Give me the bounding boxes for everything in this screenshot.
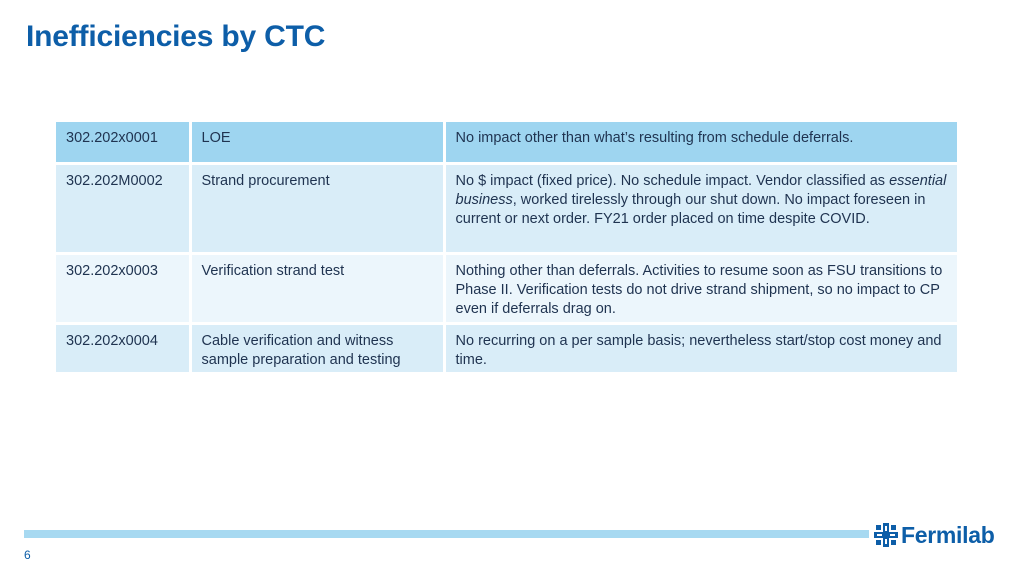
impact-cell: Nothing other than deferrals. Activities to resume soon as FSU transitions to Phase II. Verification tests do not drive strand shipment, so no impact to CP even if deferrals drag on. bbox=[444, 254, 957, 324]
table-row bbox=[56, 164, 957, 254]
table-row bbox=[56, 122, 957, 164]
table-row bbox=[56, 324, 957, 374]
slide-title: Inefficiencies by CTC bbox=[26, 20, 326, 53]
fermilab-logo bbox=[874, 521, 994, 549]
ctc-code-cell: 302.202x0001 bbox=[56, 122, 190, 164]
ctc-inefficiency-table bbox=[56, 122, 957, 375]
impact-emphasis: essential business bbox=[455, 173, 947, 208]
fermilab-logo-icon bbox=[874, 523, 898, 547]
table-row bbox=[56, 254, 957, 324]
ctc-name-cell: Verification strand test bbox=[190, 254, 444, 324]
impact-cell: No impact other than what’s resulting from schedule deferrals. bbox=[444, 122, 957, 164]
impact-text: No $ impact (fixed price). No schedule impact. Vendor classified as bbox=[455, 173, 890, 189]
page-number: 6 bbox=[24, 548, 31, 562]
ctc-name-cell: Strand procurement bbox=[190, 164, 444, 254]
fermilab-logo-text: Fermilab bbox=[901, 521, 995, 548]
ctc-code-cell: 302.202x0004 bbox=[56, 324, 190, 374]
ctc-code-cell: 302.202M0002 bbox=[56, 164, 190, 254]
ctc-code-cell: 302.202x0003 bbox=[56, 254, 190, 324]
footer-bar bbox=[24, 530, 869, 538]
impact-cell: No recurring on a per sample basis; nevertheless start/stop cost money and time. bbox=[444, 324, 957, 374]
ctc-name-cell: LOE bbox=[190, 122, 444, 164]
ctc-name-cell: Cable verification and witness sample preparation and testing bbox=[190, 324, 444, 374]
impact-cell bbox=[444, 164, 957, 254]
impact-text: , worked tirelessly through our shut down. No impact foreseen in current or next order. FY21 order placed on time despite COVID. bbox=[455, 192, 926, 227]
